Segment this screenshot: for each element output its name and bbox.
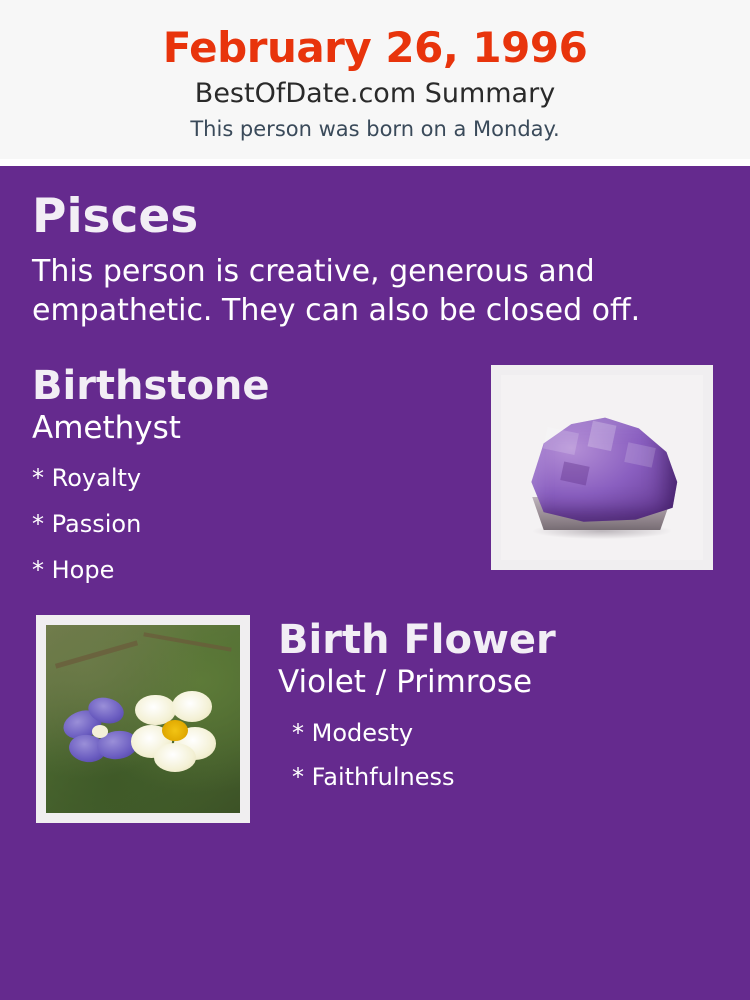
zodiac-sign-title: Pisces (32, 189, 199, 245)
zodiac-description: This person is creative, generous and empathetic. They can also be closed off. (32, 253, 641, 329)
site-name: BestOfDate.com Summary (194, 78, 556, 110)
header (0, 0, 750, 159)
birthstone-title: Birthstone (32, 362, 270, 409)
zodiac-section (32, 189, 718, 331)
birthstone-trait: * Passion (32, 510, 142, 539)
birthstone-trait: * Hope (32, 555, 115, 584)
header-divider (0, 159, 750, 166)
birth-flower-text (250, 615, 556, 799)
birth-flower-title: Birth Flower (278, 617, 556, 664)
amethyst-icon (501, 375, 703, 560)
birth-flower-image-frame (36, 615, 250, 823)
birthstone-trait: * Royalty (32, 464, 142, 493)
birth-flower-section (32, 615, 718, 823)
main-content (0, 166, 750, 1000)
birth-flower-name: Violet / Primrose (278, 664, 533, 701)
flower-icon (46, 625, 240, 813)
birthstone-image-frame (491, 365, 713, 570)
birth-flower-trait: * Faithfulness (292, 763, 455, 792)
page-title: February 26, 1996 (162, 23, 588, 72)
primrose-icon (131, 689, 232, 779)
birth-flower-trait: * Modesty (292, 718, 414, 747)
birthstone-text (32, 362, 270, 593)
birthstone-section (32, 362, 718, 593)
birth-day-text: This person was born on a Monday. (190, 117, 560, 142)
birthstone-name: Amethyst (32, 409, 181, 446)
